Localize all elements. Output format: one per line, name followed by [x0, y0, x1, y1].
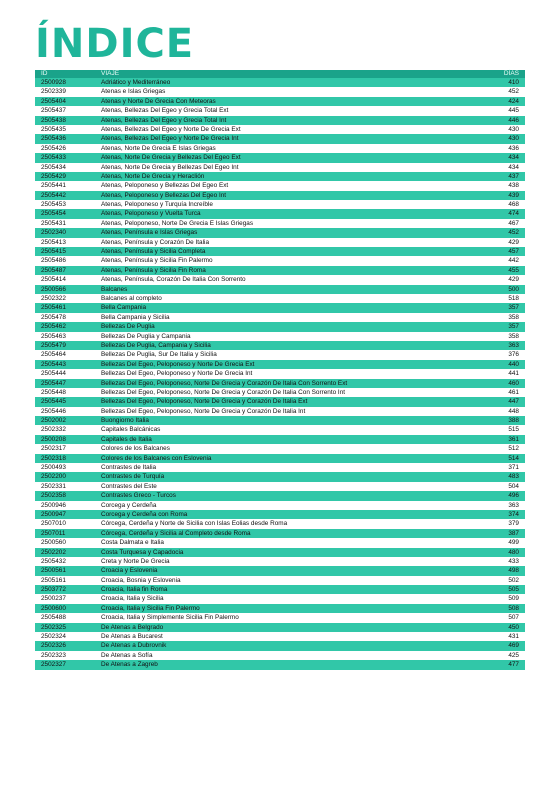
row-trip: Atenas, Bellezas Del Egeo y Grecia Total Int	[101, 116, 227, 124]
table-row	[35, 482, 525, 491]
row-id: 2503772	[41, 586, 66, 594]
row-id: 2505488	[41, 614, 66, 622]
row-trip: Bellezas Del Egeo, Peloponeso, Norte De Grecia y Corazón De Italia Int	[101, 407, 306, 415]
row-trip: Atenas, Península y Sicilia Completa	[101, 248, 206, 256]
table-row	[35, 87, 525, 96]
row-id: 2505445	[41, 398, 66, 406]
row-days: 429	[508, 276, 519, 284]
table-row	[35, 576, 525, 585]
row-days: 431	[508, 633, 519, 641]
row-id: 2500237	[41, 595, 66, 603]
row-days: 502	[508, 576, 519, 584]
table-row	[35, 322, 525, 331]
table-row	[35, 407, 525, 416]
row-id: 2505463	[41, 332, 66, 340]
row-id: 2505414	[41, 276, 66, 284]
row-id: 2502325	[41, 623, 66, 631]
row-id: 2500947	[41, 510, 66, 518]
row-trip: De Atenas a Belgrado	[101, 623, 164, 631]
row-trip: Atenas, Peloponeso y Vuelta Turca	[101, 210, 201, 218]
row-trip: Costa Dalmata e Italia	[101, 539, 164, 547]
row-id: 2502340	[41, 229, 66, 237]
row-days: 441	[508, 370, 519, 378]
row-id: 2505479	[41, 341, 66, 349]
row-days: 455	[508, 266, 519, 274]
table-header	[35, 70, 525, 78]
row-trip: Bellezas Del Egeo, Peloponeso, Norte De Grecia y Corazón De Italia Ext	[101, 398, 308, 406]
row-trip: Contrastes de Italia	[101, 464, 157, 472]
row-id: 2505478	[41, 313, 66, 321]
table-row	[35, 163, 525, 172]
table-row	[35, 585, 525, 594]
table-row	[35, 181, 525, 190]
table-row	[35, 491, 525, 500]
row-id: 2505441	[41, 182, 66, 190]
row-id: 2502327	[41, 661, 66, 669]
row-days: 512	[508, 445, 519, 453]
table-row	[35, 379, 525, 388]
row-days: 509	[508, 595, 519, 603]
row-id: 2500208	[41, 435, 66, 443]
row-days: 477	[508, 661, 519, 669]
row-days: 424	[508, 97, 519, 105]
row-id: 2502322	[41, 294, 66, 302]
row-days: 447	[508, 398, 519, 406]
row-days: 363	[508, 341, 519, 349]
row-id: 2502202	[41, 548, 66, 556]
table-row	[35, 116, 525, 125]
row-id: 2502318	[41, 454, 66, 462]
table-row	[35, 228, 525, 237]
table-row	[35, 632, 525, 641]
row-days: 460	[508, 379, 519, 387]
row-days: 514	[508, 454, 519, 462]
table-row	[35, 332, 525, 341]
row-trip: Costa Turquesa y Capadocia	[101, 548, 184, 556]
table-row	[35, 266, 525, 275]
row-id: 2505413	[41, 238, 66, 246]
row-days: 410	[508, 79, 519, 86]
row-id: 2505435	[41, 125, 66, 133]
row-days: 504	[508, 482, 519, 490]
row-trip: Bellezas De Puglia, Sur De Italia y Sicilia	[101, 351, 217, 359]
row-id: 2505461	[41, 304, 66, 312]
row-trip: Córcega, Cerdeña y Sicilia al Completo desde Roma	[101, 529, 251, 537]
header-days: DÍAS	[503, 70, 519, 77]
row-trip: Buongiorno Italia	[101, 417, 149, 425]
row-trip: Atenas, Bellezas Del Egeo y Norte De Grecia Ext	[101, 125, 241, 133]
row-trip: Bellezas Del Egeo, Peloponeso, Norte De Grecia y Corazón De Italia Con Sorrento Ext	[101, 379, 348, 387]
table-row	[35, 651, 525, 660]
header-id: ID	[41, 70, 48, 77]
row-days: 438	[508, 182, 519, 190]
table-row	[35, 219, 525, 228]
row-days: 358	[508, 313, 519, 321]
row-trip: Córcega, Cerdeña y Norte de Sicilia con Islas Eolias desde Roma	[101, 520, 288, 528]
row-days: 434	[508, 163, 519, 171]
row-days: 433	[508, 557, 519, 565]
table-row	[35, 604, 525, 613]
row-id: 2500560	[41, 539, 66, 547]
row-days: 374	[508, 510, 519, 518]
table-row	[35, 566, 525, 575]
table-row	[35, 519, 525, 528]
row-days: 469	[508, 642, 519, 650]
row-trip: De Atenas a Zagreb	[101, 661, 158, 669]
table-row	[35, 425, 525, 434]
row-trip: De Atenas a Dubrovnik	[101, 642, 167, 650]
row-id: 2505437	[41, 107, 66, 115]
table-row	[35, 238, 525, 247]
row-id: 2500566	[41, 285, 66, 293]
table-row	[35, 350, 525, 359]
row-trip: Corcega y Cerdeña	[101, 501, 157, 509]
row-days: 358	[508, 332, 519, 340]
row-days: 376	[508, 351, 519, 359]
row-days: 498	[508, 567, 519, 575]
table-row	[35, 191, 525, 200]
row-days: 468	[508, 201, 519, 209]
row-trip: Balcanes al completo	[101, 294, 162, 302]
row-days: 379	[508, 520, 519, 528]
row-id: 2505429	[41, 172, 66, 180]
table-row	[35, 463, 525, 472]
table-row	[35, 313, 525, 322]
row-id: 2505444	[41, 370, 66, 378]
table-row	[35, 247, 525, 256]
row-id: 2502317	[41, 445, 66, 453]
row-trip: Colores de los Balcanes	[101, 445, 170, 453]
table-row	[35, 623, 525, 632]
row-trip: Croacia y Eslovenia	[101, 567, 158, 575]
row-trip: Bellezas Del Egeo, Peloponeso, Norte De Grecia y Corazón De Italia Con Sorrento Int	[101, 388, 346, 396]
row-days: 446	[508, 116, 519, 124]
row-days: 440	[508, 360, 519, 368]
row-id: 2502200	[41, 473, 66, 481]
row-trip: Balcanes	[101, 285, 128, 293]
row-days: 515	[508, 426, 519, 434]
row-days: 508	[508, 604, 519, 612]
table-row	[35, 200, 525, 209]
row-trip: Bellezas Del Egeo, Peloponeso y Norte De Grecia Int	[101, 370, 253, 378]
table-row	[35, 125, 525, 134]
row-days: 357	[508, 323, 519, 331]
row-id: 2502002	[41, 417, 66, 425]
row-trip: Bella Campania y Sicilia	[101, 313, 170, 321]
row-trip: Croacia, Italia y Simplemente Sicilia Fin Palermo	[101, 614, 239, 622]
row-trip: Atenas, Norte De Grecia y Bellezas Del Egeo Ext	[101, 154, 241, 162]
table-row	[35, 294, 525, 303]
row-trip: Atenas, Norte De Grecia y Bellezas Del Egeo Int	[101, 163, 239, 171]
row-id: 2500928	[41, 79, 66, 86]
row-days: 450	[508, 623, 519, 631]
table-row	[35, 78, 525, 87]
row-id: 2505443	[41, 360, 66, 368]
row-id: 2505454	[41, 210, 66, 218]
row-id: 2500561	[41, 567, 66, 575]
row-days: 445	[508, 107, 519, 115]
table-body	[35, 78, 525, 670]
row-trip: Contrastes de Turquía	[101, 473, 165, 481]
row-id: 2500493	[41, 464, 66, 472]
row-days: 430	[508, 125, 519, 133]
row-id: 2500600	[41, 604, 66, 612]
row-id: 2507010	[41, 520, 66, 528]
row-trip: Atenas e Islas Griegas	[101, 88, 166, 96]
row-trip: Capitales Balcánicas	[101, 426, 161, 434]
row-days: 483	[508, 473, 519, 481]
row-trip: Atenas, Norte De Grecia E Islas Griegas	[101, 144, 216, 152]
row-id: 2502326	[41, 642, 66, 650]
row-days: 429	[508, 238, 519, 246]
row-trip: Contrastes Greco - Turcos	[101, 492, 176, 500]
row-trip: Adriático y Mediterráneo	[101, 79, 171, 86]
row-days: 518	[508, 294, 519, 302]
row-days: 452	[508, 88, 519, 96]
row-days: 387	[508, 529, 519, 537]
row-id: 2502358	[41, 492, 66, 500]
row-trip: Capitales de Italia	[101, 435, 152, 443]
row-trip: Bellezas De Puglia	[101, 323, 155, 331]
row-id: 2505462	[41, 323, 66, 331]
table-row	[35, 510, 525, 519]
row-id: 2507011	[41, 529, 66, 537]
row-days: 436	[508, 144, 519, 152]
table-row	[35, 444, 525, 453]
row-trip: Atenas, Norte De Grecia y Heraclión	[101, 172, 205, 180]
table-row	[35, 435, 525, 444]
row-trip: Croacia, Italia y Sicilia Fin Palermo	[101, 604, 200, 612]
index-table	[35, 70, 525, 670]
row-id: 2505438	[41, 116, 66, 124]
row-trip: Atenas, Peloponeso y Bellezas Del Egeo Ext	[101, 182, 229, 190]
row-id: 2505433	[41, 154, 66, 162]
row-days: 439	[508, 191, 519, 199]
row-id: 2505447	[41, 379, 66, 387]
table-row	[35, 397, 525, 406]
table-row	[35, 538, 525, 547]
row-days: 448	[508, 407, 519, 415]
table-row	[35, 153, 525, 162]
table-row	[35, 529, 525, 538]
row-trip: Atenas, Peloponeso y Turquía Increíble	[101, 201, 213, 209]
row-days: 496	[508, 492, 519, 500]
row-trip: Bella Campania	[101, 304, 147, 312]
row-id: 2505431	[41, 219, 66, 227]
row-id: 2505464	[41, 351, 66, 359]
table-row	[35, 360, 525, 369]
row-id: 2500946	[41, 501, 66, 509]
table-row	[35, 501, 525, 510]
row-trip: De Atenas a Sofía	[101, 651, 153, 659]
table-row	[35, 209, 525, 218]
row-trip: Atenas, Peloponeso, Norte De Grecia E Islas Griegas	[101, 219, 254, 227]
row-trip: Bellezas De Puglia, Campania y Sicilia	[101, 341, 211, 349]
row-id: 2505442	[41, 191, 66, 199]
row-days: 461	[508, 388, 519, 396]
row-trip: Atenas, Península y Sicilia Fin Roma	[101, 266, 206, 274]
row-trip: Contrastes del Este	[101, 482, 157, 490]
row-trip: Croacia, Bosnia y Eslovenia	[101, 576, 181, 584]
row-trip: Bellezas De Puglia y Campania	[101, 332, 191, 340]
row-id: 2505453	[41, 201, 66, 209]
row-days: 505	[508, 586, 519, 594]
row-id: 2505486	[41, 257, 66, 265]
table-row	[35, 557, 525, 566]
table-row	[35, 134, 525, 143]
row-days: 442	[508, 257, 519, 265]
table-row	[35, 172, 525, 181]
row-days: 467	[508, 219, 519, 227]
row-trip: Atenas, Bellezas Del Egeo y Grecia Total Ext	[101, 107, 229, 115]
row-trip: Colores de los Balcanes con Eslovenia	[101, 454, 212, 462]
row-trip: Atenas, Península y Corazón De Italia	[101, 238, 209, 246]
table-row	[35, 641, 525, 650]
row-days: 361	[508, 435, 519, 443]
row-id: 2505446	[41, 407, 66, 415]
row-trip: Corcega y Cerdeña con Roma	[101, 510, 188, 518]
row-days: 457	[508, 248, 519, 256]
header-trip: VIAJE	[101, 70, 120, 77]
table-row	[35, 303, 525, 312]
table-row	[35, 454, 525, 463]
row-days: 437	[508, 172, 519, 180]
table-row	[35, 388, 525, 397]
row-days: 363	[508, 501, 519, 509]
row-id: 2505426	[41, 144, 66, 152]
row-trip: Creta y Norte De Grecia	[101, 557, 170, 565]
table-row	[35, 548, 525, 557]
table-row	[35, 256, 525, 265]
row-trip: Atenas y Norte De Grecia Con Meteoras	[101, 97, 216, 105]
row-id: 2505161	[41, 576, 66, 584]
table-row	[35, 144, 525, 153]
row-id: 2505432	[41, 557, 66, 565]
page-title: ÍNDICE	[35, 21, 195, 67]
row-days: 388	[508, 417, 519, 425]
row-trip: Atenas, Península y Sicilia Fin Palermo	[101, 257, 213, 265]
row-id: 2502331	[41, 482, 66, 490]
row-days: 499	[508, 539, 519, 547]
row-trip: Bellezas Del Egeo, Peloponeso y Norte De Grecia Ext	[101, 360, 255, 368]
row-id: 2505448	[41, 388, 66, 396]
row-days: 430	[508, 135, 519, 143]
row-trip: Croacia, Italia fin Roma	[101, 586, 168, 594]
row-id: 2505404	[41, 97, 66, 105]
row-trip: De Atenas a Bucarest	[101, 633, 163, 641]
table-row	[35, 275, 525, 284]
row-id: 2502339	[41, 88, 66, 96]
row-id: 2505487	[41, 266, 66, 274]
row-days: 500	[508, 285, 519, 293]
row-days: 480	[508, 548, 519, 556]
row-id: 2502332	[41, 426, 66, 434]
table-row	[35, 416, 525, 425]
row-trip: Atenas, Península e Islas Griegas	[101, 229, 198, 237]
table-row	[35, 613, 525, 622]
table-row	[35, 106, 525, 115]
row-id: 2505415	[41, 248, 66, 256]
row-id: 2505436	[41, 135, 66, 143]
table-row	[35, 594, 525, 603]
row-days: 452	[508, 229, 519, 237]
table-row	[35, 472, 525, 481]
row-id: 2502323	[41, 651, 66, 659]
row-trip: Atenas, Península, Corazón De Italia Con Sorrento	[101, 276, 246, 284]
table-row	[35, 285, 525, 294]
row-days: 434	[508, 154, 519, 162]
row-days: 371	[508, 464, 519, 472]
row-trip: Atenas, Peloponeso y Bellezas Del Egeo Int	[101, 191, 227, 199]
row-days: 474	[508, 210, 519, 218]
row-trip: Atenas, Bellezas Del Egeo y Norte De Grecia Int	[101, 135, 239, 143]
row-days: 425	[508, 651, 519, 659]
table-row	[35, 97, 525, 106]
row-days: 507	[508, 614, 519, 622]
table-row	[35, 660, 525, 669]
row-trip: Croacia, Italia y Sicilia	[101, 595, 164, 603]
row-id: 2505434	[41, 163, 66, 171]
table-row	[35, 341, 525, 350]
row-days: 357	[508, 304, 519, 312]
row-id: 2502324	[41, 633, 66, 641]
table-row	[35, 369, 525, 378]
